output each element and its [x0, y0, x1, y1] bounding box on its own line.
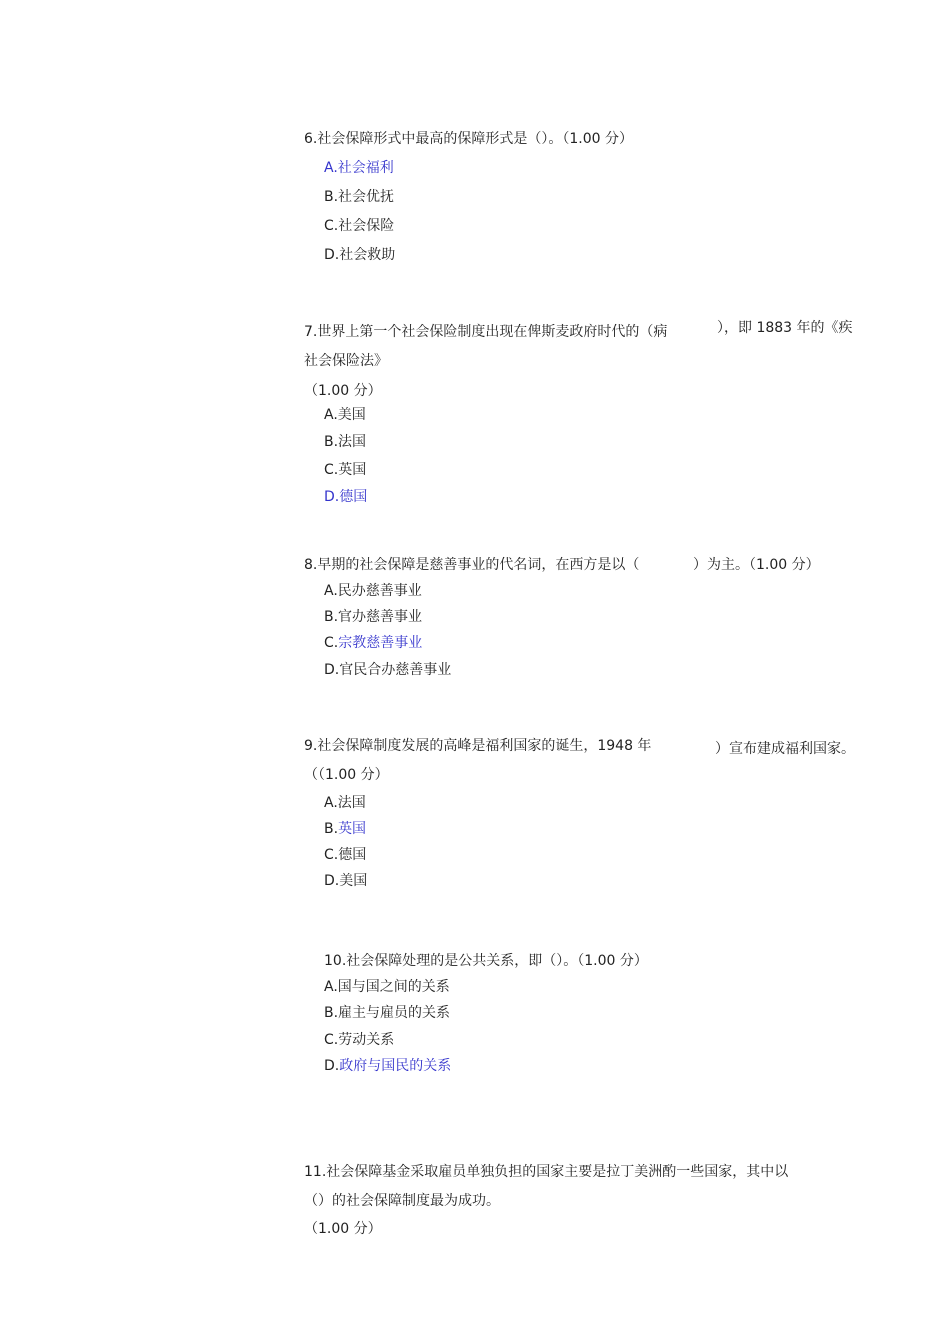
question-7-option-a[interactable]: A.美国	[324, 407, 366, 423]
option-label: B.	[324, 821, 339, 837]
question-9-score: （（1.00 分）	[304, 767, 389, 783]
question-8-option-b[interactable]: B.官办慈善事业	[324, 609, 423, 625]
question-10-option-d[interactable]	[324, 1057, 451, 1075]
question-11-stem-line1: 11.社会保障基金采取雇员单独负担的国家主要是拉丁美洲酌一些国家，其中以	[304, 1164, 789, 1180]
question-8-option-a[interactable]: A.民办慈善事业	[324, 583, 422, 599]
question-7-stem-line2: 社会保险法》	[304, 353, 388, 369]
question-6-option-d[interactable]: D.社会救助	[324, 247, 396, 263]
question-7-stem-right: ），即 1883 年的《疾	[717, 320, 853, 336]
question-10-option-a[interactable]: A.国与国之间的关系	[324, 979, 450, 995]
question-9-stem-left: 9.社会保障制度发展的高峰是福利国家的诞生，1948 年	[304, 738, 652, 754]
option-label: C.	[324, 635, 339, 651]
question-7-option-d[interactable]	[324, 488, 367, 506]
question-8-option-c[interactable]	[324, 634, 422, 652]
question-7-score: （1.00 分）	[304, 383, 382, 399]
question-6-option-c[interactable]: C.社会保险	[324, 218, 395, 234]
option-text: 英国	[338, 821, 367, 837]
option-label: A.	[324, 160, 338, 176]
question-7-option-c[interactable]: C.英国	[324, 462, 367, 478]
option-text: 社会福利	[337, 160, 394, 176]
option-label: D.	[324, 1058, 340, 1074]
question-9-option-b[interactable]	[324, 820, 366, 838]
question-7-stem-left: 7.世界上第一个社会保险制度出现在俾斯麦政府时代的（病	[304, 324, 668, 340]
question-9-stem-right: ）宣布建成福利国家。	[715, 741, 855, 757]
question-8-stem-right: ）为主。（1.00 分）	[693, 557, 820, 573]
question-9-option-d[interactable]: D.美国	[324, 873, 368, 889]
option-text: 宗教慈善事业	[338, 635, 423, 651]
question-10-option-b[interactable]: B.雇主与雇员的关系	[324, 1005, 451, 1021]
question-8-stem-left: 8.早期的社会保障是慈善事业的代名词，在西方是以（	[304, 557, 640, 573]
question-10-stem: 10.社会保障处理的是公共关系，即（）。（1.00 分）	[324, 953, 648, 969]
question-6-stem: 6.社会保障形式中最高的保障形式是（）。（1.00 分）	[304, 131, 633, 147]
question-7-option-b[interactable]: B.法国	[324, 434, 367, 450]
question-6-option-a[interactable]	[324, 159, 394, 177]
option-text: 德国	[339, 489, 368, 505]
question-8-option-d[interactable]: D.官民合办慈善事业	[324, 662, 452, 678]
question-10-option-c[interactable]: C.劳动关系	[324, 1032, 395, 1048]
question-11-stem-line2: （）的社会保障制度最为成功。	[304, 1193, 500, 1209]
option-text: 政府与国民的关系	[339, 1058, 452, 1074]
option-label: D.	[324, 489, 340, 505]
question-9-option-c[interactable]: C.德国	[324, 847, 367, 863]
question-6-option-b[interactable]: B.社会优抚	[324, 189, 395, 205]
question-9-option-a[interactable]: A.法国	[324, 795, 366, 811]
question-11-score: （1.00 分）	[304, 1221, 382, 1237]
